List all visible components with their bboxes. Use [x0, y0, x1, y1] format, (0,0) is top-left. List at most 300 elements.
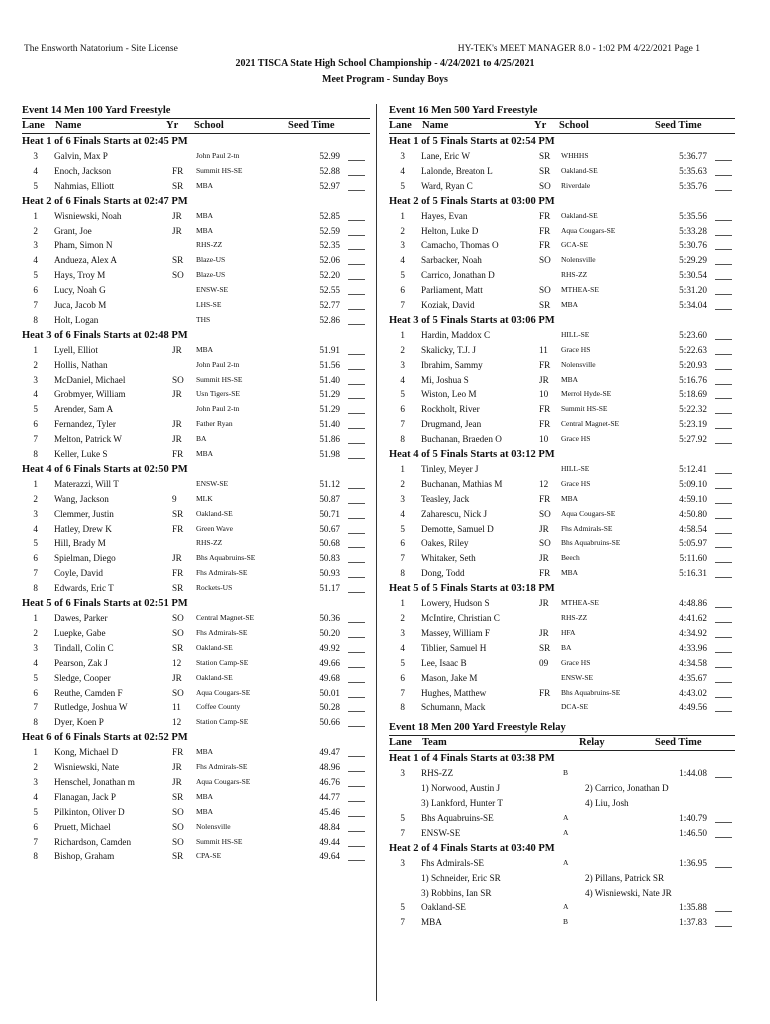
lane-number: 5: [400, 523, 405, 534]
seed-time: 4:34.92: [679, 627, 707, 638]
entry-row: [389, 298, 735, 313]
lane-number: 1: [400, 329, 405, 340]
entry-row: [22, 745, 370, 760]
result-blank-line: [715, 443, 732, 444]
result-blank-line: [348, 711, 365, 712]
column-header-lane: Lane: [22, 120, 45, 131]
team-name: Fhs Admirals-SE: [421, 857, 485, 868]
seed-time: 4:58.54: [679, 523, 707, 534]
result-blank-line: [715, 220, 732, 221]
lane-number: 7: [400, 827, 405, 838]
lane-number: 6: [33, 687, 38, 698]
result-blank-line: [715, 777, 732, 778]
lane-number: 2: [33, 359, 38, 370]
entry-row: [389, 373, 735, 388]
seed-time: 50.71: [319, 508, 340, 519]
entry-row: [389, 164, 735, 179]
entry-row: [22, 551, 370, 566]
swimmer-year: FR: [172, 523, 184, 534]
school-name: Nolensville: [196, 821, 231, 831]
seed-time: 51.12: [319, 478, 340, 489]
heat-header: Heat 5 of 6 Finals Starts at 02:51 PM: [22, 598, 188, 610]
seed-time: 5:36.77: [679, 151, 707, 161]
school-name: HILL-SE: [561, 329, 590, 339]
lane-number: 1: [33, 613, 38, 624]
school-name: MBA: [196, 449, 214, 459]
entry-row: [389, 656, 735, 671]
school-name: John Paul 2-tn: [196, 404, 240, 414]
result-blank-line: [715, 249, 732, 250]
school-name: Oakland-SE: [196, 672, 233, 682]
school-name: Station Camp-SE: [196, 717, 249, 727]
lane-number: 4: [33, 389, 38, 400]
lane-number: 6: [33, 285, 38, 296]
lane-number: 2: [400, 613, 405, 624]
result-blank-line: [348, 503, 365, 504]
school-name: Usn Tigers-SE: [196, 389, 240, 399]
column-header-row: [389, 735, 735, 751]
result-blank-line: [715, 264, 732, 265]
swimmer-name: Wisniewski, Noah: [54, 210, 122, 221]
seed-time: 51.17: [319, 583, 340, 594]
swimmer-name: Grant, Joe: [54, 225, 92, 236]
seed-time: 5:30.54: [679, 270, 707, 281]
swimmer-year: SR: [172, 255, 184, 266]
result-blank-line: [348, 697, 365, 698]
result-blank-line: [715, 822, 732, 823]
swimmer-year: SO: [172, 613, 184, 624]
swimmer-name: Reuthe, Camden F: [54, 687, 123, 698]
lane-number: 6: [33, 821, 38, 832]
lane-number: 6: [33, 553, 38, 564]
result-blank-line: [348, 667, 365, 668]
swimmer-name: Andueza, Alex A: [54, 255, 118, 266]
school-name: ENSW-SE: [561, 672, 594, 682]
result-blank-line: [715, 533, 732, 534]
column-header-row: [389, 118, 735, 134]
lane-number: 4: [400, 165, 405, 176]
lane-number: 4: [33, 523, 38, 534]
result-blank-line: [715, 547, 732, 548]
swimmer-year: FR: [539, 493, 551, 504]
school-name: Summit HS-SE: [196, 165, 243, 175]
swimmer-name: Edwards, Eric T: [54, 583, 114, 594]
lane-number: 6: [33, 419, 38, 430]
swimmer-name: Keller, Luke S: [54, 449, 108, 460]
swimmer-name: Lucy, Noah G: [54, 285, 106, 296]
seed-time: 50.93: [319, 568, 340, 579]
entry-row: [22, 253, 370, 268]
seed-time: 5:05.97: [679, 538, 707, 549]
school-name: MBA: [561, 300, 579, 310]
lane-number: 8: [33, 583, 38, 594]
school-name: DCA-SE: [561, 702, 589, 712]
result-blank-line: [715, 926, 732, 927]
heat-header: Heat 2 of 6 Finals Starts at 02:47 PM: [22, 195, 188, 207]
swimmer-name: Whitaker, Seth: [421, 553, 476, 564]
result-blank-line: [348, 860, 365, 861]
swimmer-name: Helton, Luke D: [421, 225, 479, 236]
swimmer-name: Arender, Sam A: [54, 404, 114, 415]
lane-number: 4: [33, 165, 38, 176]
swimmer-year: SR: [539, 165, 551, 176]
entry-row: [389, 283, 735, 298]
school-name: RHS-ZZ: [196, 538, 223, 548]
swimmer-year: JR: [172, 389, 182, 400]
lane-number: 3: [400, 857, 405, 868]
seed-time: 51.56: [319, 359, 340, 370]
result-blank-line: [715, 473, 732, 474]
relay-swimmer: 3) Lankford, Hunter T: [421, 798, 503, 809]
school-name: MBA: [196, 210, 214, 220]
seed-time: 51.29: [319, 389, 340, 400]
result-blank-line: [348, 786, 365, 787]
lane-number: 8: [33, 717, 38, 728]
lane-number: 7: [400, 917, 405, 928]
result-blank-line: [715, 175, 732, 176]
result-blank-line: [348, 428, 365, 429]
swimmer-name: Materazzi, Will T: [54, 478, 119, 489]
seed-time: 52.20: [319, 270, 340, 281]
entry-row: [389, 507, 735, 522]
seed-time: 51.91: [319, 344, 340, 355]
seed-time: 5:11.60: [679, 553, 707, 564]
lane-number: 7: [400, 300, 405, 311]
swimmer-year: SO: [172, 374, 184, 385]
school-name: MBA: [561, 374, 579, 384]
swimmer-year: SO: [539, 538, 551, 549]
school-name: Grace HS: [561, 657, 591, 667]
swimmer-year: JR: [172, 776, 182, 787]
swimmer-name: Lane, Eric W: [421, 151, 471, 161]
column-header-name: Name: [55, 120, 82, 131]
school-name: Oakland-SE: [561, 165, 598, 175]
entry-row: [22, 849, 370, 864]
swimmer-year: 10: [539, 389, 549, 400]
school-name: MBA: [196, 806, 214, 816]
swimmer-name: Pilkinton, Oliver D: [54, 806, 125, 817]
entry-row: [22, 820, 370, 835]
heat-header: Heat 5 of 5 Finals Starts at 03:18 PM: [389, 583, 555, 595]
result-blank-line: [715, 279, 732, 280]
school-name: MBA: [196, 344, 214, 354]
swimmer-year: FR: [172, 165, 184, 176]
swimmer-name: Tindall, Colin C: [54, 642, 114, 653]
entry-row: [389, 209, 735, 224]
column-header-seed: Seed Time: [288, 120, 335, 131]
heat-header: Heat 2 of 5 Finals Starts at 03:00 PM: [389, 195, 555, 207]
result-blank-line: [715, 711, 732, 712]
result-blank-line: [715, 682, 732, 683]
lane-number: 5: [400, 180, 405, 191]
relay-swimmer: 4) Liu, Josh: [585, 798, 629, 809]
seed-time: 4:59.10: [679, 493, 707, 504]
entry-row: [22, 775, 370, 790]
entry-row: [22, 507, 370, 522]
swimmer-year: JR: [172, 762, 182, 773]
result-blank-line: [348, 354, 365, 355]
result-blank-line: [715, 667, 732, 668]
entry-row: [22, 209, 370, 224]
seed-time: 5:35.63: [679, 165, 707, 176]
swimmer-year: FR: [539, 359, 551, 370]
lane-number: 5: [400, 389, 405, 400]
result-blank-line: [348, 771, 365, 772]
lane-number: 7: [33, 836, 38, 847]
swimmer-name: Rockholt, River: [421, 404, 480, 415]
school-name: Rockets-US: [196, 583, 233, 593]
seed-time: 4:35.67: [679, 672, 707, 683]
seed-time: 5:12.41: [679, 464, 707, 475]
entry-row: [22, 343, 370, 358]
result-blank-line: [348, 175, 365, 176]
swimmer-name: Buchanan, Mathias M: [421, 478, 503, 489]
lane-number: 5: [33, 538, 38, 549]
swimmer-year: SR: [539, 300, 551, 311]
result-blank-line: [348, 622, 365, 623]
lane-number: 8: [400, 434, 405, 445]
lane-number: 6: [400, 285, 405, 296]
entry-row: [22, 224, 370, 239]
swimmer-year: 9: [172, 493, 177, 504]
entry-row: [22, 686, 370, 701]
entry-row: [22, 298, 370, 313]
swimmer-name: Drugmand, Jean: [421, 419, 482, 430]
result-blank-line: [715, 384, 732, 385]
school-name: Merrol Hyde-SE: [561, 389, 612, 399]
result-blank-line: [715, 190, 732, 191]
school-name: Summit HS-SE: [561, 404, 608, 414]
relay-row: [389, 766, 735, 781]
lane-number: 7: [400, 553, 405, 564]
result-blank-line: [348, 160, 365, 161]
relay-swimmer: 3) Robbins, Ian SR: [421, 887, 492, 898]
swimmer-name: Rutledge, Joshua W: [54, 702, 128, 713]
column-header-relay: Relay: [579, 737, 605, 749]
meet-title: 2021 TISCA State High School Championship - 4/24/2021 to 4/25/2021: [235, 58, 535, 69]
relay-row: [389, 826, 735, 841]
entry-row: [22, 432, 370, 447]
swimmer-year: JR: [539, 374, 549, 385]
seed-time: 49.47: [319, 747, 340, 758]
lane-number: 1: [400, 210, 405, 221]
swimmer-name: Lee, Isaac B: [421, 657, 467, 668]
swimmer-year: FR: [539, 225, 551, 236]
swimmer-year: FR: [172, 747, 184, 758]
entry-row: [22, 387, 370, 402]
relay-swimmer: 4) Wisniewski, Nate JR: [585, 887, 672, 898]
school-name: Coffee County: [196, 702, 241, 712]
school-name: Nolensville: [561, 255, 596, 265]
school-name: Fhs Admirals-SE: [196, 627, 248, 637]
swimmer-name: Hollis, Nathan: [54, 359, 108, 370]
heat-header: Heat 4 of 5 Finals Starts at 03:12 PM: [389, 449, 555, 461]
result-blank-line: [348, 384, 365, 385]
entry-row: [389, 224, 735, 239]
lane-number: 2: [33, 762, 38, 773]
lane-number: 3: [33, 240, 38, 251]
result-blank-line: [348, 801, 365, 802]
swimmer-name: Zaharescu, Nick J: [421, 508, 488, 519]
lane-number: 3: [33, 776, 38, 787]
lane-number: 2: [33, 493, 38, 504]
event-title: Event 16 Men 500 Yard Freestyle: [389, 105, 538, 116]
lane-number: 2: [400, 478, 405, 489]
seed-time: 52.35: [319, 240, 340, 251]
lane-number: 8: [400, 568, 405, 579]
swimmer-year: JR: [539, 553, 549, 564]
seed-time: 52.77: [319, 300, 340, 311]
result-blank-line: [348, 369, 365, 370]
result-blank-line: [348, 756, 365, 757]
lane-number: 3: [33, 508, 38, 519]
seed-time: 51.98: [319, 449, 340, 460]
seed-time: 5:16.31: [679, 568, 707, 579]
swimmer-name: Grobmyer, William: [54, 389, 126, 400]
seed-time: 1:46.50: [679, 827, 707, 838]
seed-time: 51.40: [319, 419, 340, 430]
relay-letter: B: [563, 917, 569, 927]
swimmer-name: Carrico, Jonathan D: [421, 270, 495, 281]
swimmer-year: JR: [172, 225, 182, 236]
result-blank-line: [348, 652, 365, 653]
swimmer-name: Tinley, Meyer J: [421, 464, 479, 475]
school-name: GCA-SE: [561, 240, 589, 250]
swimmer-year: SR: [172, 851, 184, 862]
school-name: Aqua Cougars-SE: [196, 776, 251, 786]
site-license: The Ensworth Natatorium - Site License: [24, 44, 178, 54]
swimmer-name: Hayes, Evan: [421, 210, 468, 221]
result-blank-line: [715, 867, 732, 868]
entry-row: [22, 611, 370, 626]
school-name: RHS-ZZ: [561, 270, 588, 280]
swimmer-name: McIntire, Christian C: [421, 613, 500, 624]
school-name: Blaze-US: [196, 255, 226, 265]
seed-time: 49.66: [319, 657, 340, 668]
school-name: Oakland-SE: [561, 210, 598, 220]
swimmer-year: JR: [172, 434, 182, 445]
relay-swimmer: 1) Norwood, Austin J: [421, 783, 501, 794]
swimmer-name: McDaniel, Michael: [54, 374, 126, 385]
seed-time: 5:16.76: [679, 374, 707, 385]
column-header-name: Name: [422, 120, 449, 131]
result-blank-line: [715, 488, 732, 489]
result-blank-line: [715, 837, 732, 838]
result-blank-line: [348, 264, 365, 265]
seed-time: 5:23.60: [679, 329, 707, 340]
school-name: Central Magnet-SE: [561, 419, 620, 429]
entry-row: [22, 522, 370, 537]
column-header-seed: Seed Time: [655, 120, 702, 131]
school-name: MBA: [196, 180, 214, 190]
lane-number: 5: [33, 672, 38, 683]
lane-number: 5: [400, 270, 405, 281]
swimmer-year: SO: [172, 806, 184, 817]
swimmer-name: Flanagan, Jack P: [54, 791, 117, 802]
school-name: WHHHS: [561, 151, 589, 160]
seed-time: 50.66: [319, 717, 340, 728]
lane-number: 5: [400, 902, 405, 913]
school-name: Fhs Admirals-SE: [561, 523, 613, 533]
entry-row: [389, 462, 735, 477]
result-blank-line: [715, 428, 732, 429]
entry-row: [22, 417, 370, 432]
column-header-row: [22, 118, 370, 134]
result-blank-line: [348, 518, 365, 519]
software-stamp: HY-TEK's MEET MANAGER 8.0 - 1:02 PM 4/22/2021 Page 1: [457, 44, 700, 54]
column-divider: [376, 104, 377, 1001]
swimmer-year: FR: [539, 687, 551, 698]
swimmer-name: Galvin, Max P: [54, 151, 108, 161]
swimmer-name: Buchanan, Braeden O: [421, 434, 502, 445]
result-blank-line: [348, 235, 365, 236]
seed-time: 50.87: [319, 493, 340, 504]
relay-swimmer: 1) Schneider, Eric SR: [421, 872, 501, 883]
lane-number: 8: [33, 851, 38, 862]
seed-time: 4:50.80: [679, 508, 707, 519]
column-header-school: School: [559, 120, 589, 131]
entry-row: [22, 283, 370, 298]
relay-row: [389, 811, 735, 826]
swimmer-name: Hughes, Matthew: [421, 687, 487, 698]
school-name: THS: [196, 314, 211, 324]
entry-row: [389, 700, 735, 715]
school-name: HFA: [561, 627, 576, 637]
entry-row: [389, 686, 735, 701]
seed-time: 52.55: [319, 285, 340, 296]
swimmer-name: Massey, William F: [421, 627, 491, 638]
swimmer-name: Holt, Logan: [54, 314, 99, 325]
result-blank-line: [348, 220, 365, 221]
right-column: [389, 104, 735, 930]
seed-time: 5:23.19: [679, 419, 707, 430]
school-name: MTHEA-SE: [561, 598, 599, 608]
lane-number: 3: [400, 359, 405, 370]
result-blank-line: [715, 413, 732, 414]
result-blank-line: [715, 398, 732, 399]
school-name: Oakland-SE: [196, 508, 233, 518]
heat-header: Heat 3 of 6 Finals Starts at 02:48 PM: [22, 329, 188, 341]
school-name: HILL-SE: [561, 464, 590, 474]
result-blank-line: [348, 294, 365, 295]
result-blank-line: [348, 324, 365, 325]
entry-row: [389, 492, 735, 507]
lane-number: 2: [400, 344, 405, 355]
seed-time: 4:34.58: [679, 657, 707, 668]
entry-row: [389, 387, 735, 402]
event-title: Event 14 Men 100 Yard Freestyle: [22, 105, 171, 116]
seed-time: 49.92: [319, 642, 340, 653]
lane-number: 7: [33, 434, 38, 445]
seed-time: 4:41.62: [679, 613, 707, 624]
lane-number: 3: [400, 493, 405, 504]
entry-row: [389, 358, 735, 373]
lane-number: 5: [33, 270, 38, 281]
relay-letter: A: [563, 812, 569, 822]
school-name: Central Magnet-SE: [196, 613, 255, 623]
seed-time: 5:34.04: [679, 300, 707, 311]
seed-time: 45.46: [319, 806, 340, 817]
swimmer-name: Melton, Patrick W: [54, 434, 122, 445]
result-blank-line: [715, 369, 732, 370]
school-name: Blaze-US: [196, 270, 226, 280]
entry-row: [22, 626, 370, 641]
lane-number: 4: [400, 374, 405, 385]
swimmer-year: JR: [172, 672, 182, 683]
entry-row: [389, 551, 735, 566]
entry-row: [22, 760, 370, 775]
lane-number: 3: [400, 627, 405, 638]
